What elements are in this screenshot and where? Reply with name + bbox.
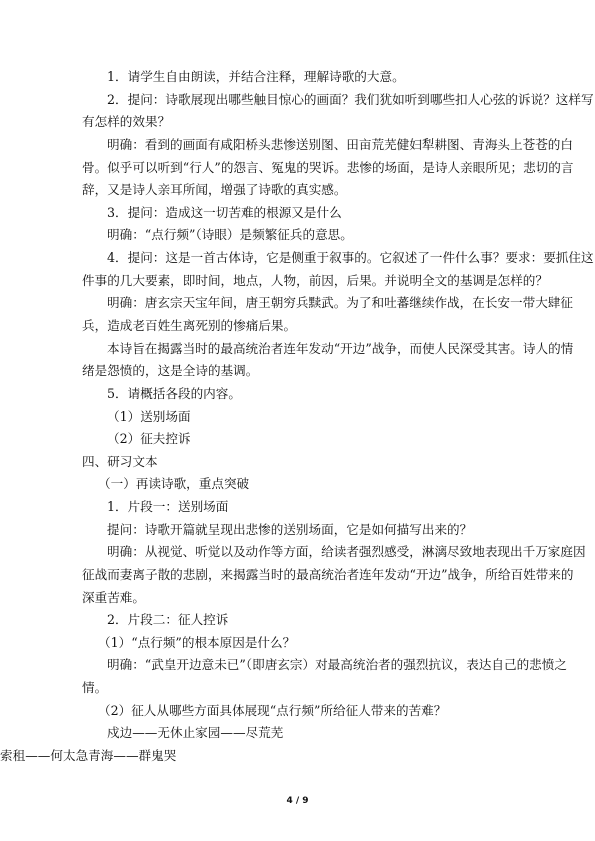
text-line: 1．片段一：送别场面 [107, 499, 229, 514]
text-line: 明确：唐玄宗天宝年间，唐王朝穷兵黩武。为了和吐蕃继续作战，在长安一带大肆征 [107, 295, 573, 310]
text-line: （2）征夫控诉 [107, 431, 191, 446]
text-line: 3．提问：造成这一切苦难的根源又是什么 [107, 205, 342, 220]
text-line: 有怎样的效果？ [82, 114, 171, 129]
text-line: 4．提问：这是一首古体诗，它是侧重于叙事的。它叙述了一件什么事？要求：要抓住这 [107, 250, 594, 265]
text-line: 征战而妻离子散的悲剧，来揭露当时的最高统治者连年发动“开边”战争，所给百姓带来的 [82, 567, 574, 582]
text-line: （1）“点行频”的根本原因是什么？ [98, 635, 296, 650]
text-line: 明确：看到的画面有咸阳桥头悲惨送别图、田亩荒芜健妇犁耕图、青海头上苍苍的白 [107, 137, 573, 152]
text-line: 5．请概括各段的内容。 [107, 386, 241, 401]
text-line: 明确：“武皇开边意未已”（即唐玄宗）对最高统治者的强烈抗议，表达自己的悲愤之 [107, 657, 567, 672]
text-line: 骨。似乎可以听到“行人”的怨言、冤鬼的哭诉。悲惨的场面，是诗人亲眼所见；悲切的言 [82, 160, 574, 175]
text-line: 辞，又是诗人亲耳所闻，增强了诗歌的真实感。 [82, 182, 347, 197]
text-line: 2．片段二：征人控诉 [107, 612, 229, 627]
text-line: 提问：诗歌开篇就呈现出悲惨的送别场面，它是如何描写出来的？ [107, 522, 473, 537]
text-line: 明确：从视觉、听觉以及动作等方面，给读者强烈感受，淋漓尽致地表现出千万家庭因 [107, 544, 586, 559]
text-line: 2．提问：诗歌展现出哪些触目惊心的画面？我们犹如听到哪些扣人心弦的诉说？这样写 [107, 92, 594, 107]
text-line: 明确：“点行频”（诗眼）是频繁征兵的意思。 [107, 227, 353, 242]
text-line: 深重苦难。 [82, 590, 145, 605]
text-line: （一）再读诗歌，重点突破 [98, 476, 250, 491]
text-line: 情。 [82, 680, 108, 695]
text-line: 绪是怨愤的，这是全诗的基调。 [82, 363, 259, 378]
text-line: （1）送别场面 [107, 409, 191, 424]
section-heading: 四、研习文本 [82, 454, 158, 469]
text-line: 戍边——无休止家园——尽荒芜 [107, 725, 284, 740]
page-number: 4 / 9 [286, 796, 309, 806]
text-line: （2）征人从哪些方面具体展现“点行频”所给征人带来的苦难？ [98, 703, 447, 718]
text-line: 件事的几大要素，即时间，地点，人物，前因，后果。并说明全文的基调是怎样的？ [82, 273, 548, 288]
text-line: 索租——何太急青海——群鬼哭 [0, 748, 177, 763]
text-line: 1．请学生自由朗读，并结合注释，理解诗歌的大意。 [107, 69, 405, 84]
text-line: 兵，造成老百姓生离死别的惨痛后果。 [82, 318, 297, 333]
text-line: 本诗旨在揭露当时的最高统治者连年发动“开边”战争，而使人民深受其害。诗人的情 [107, 341, 574, 356]
